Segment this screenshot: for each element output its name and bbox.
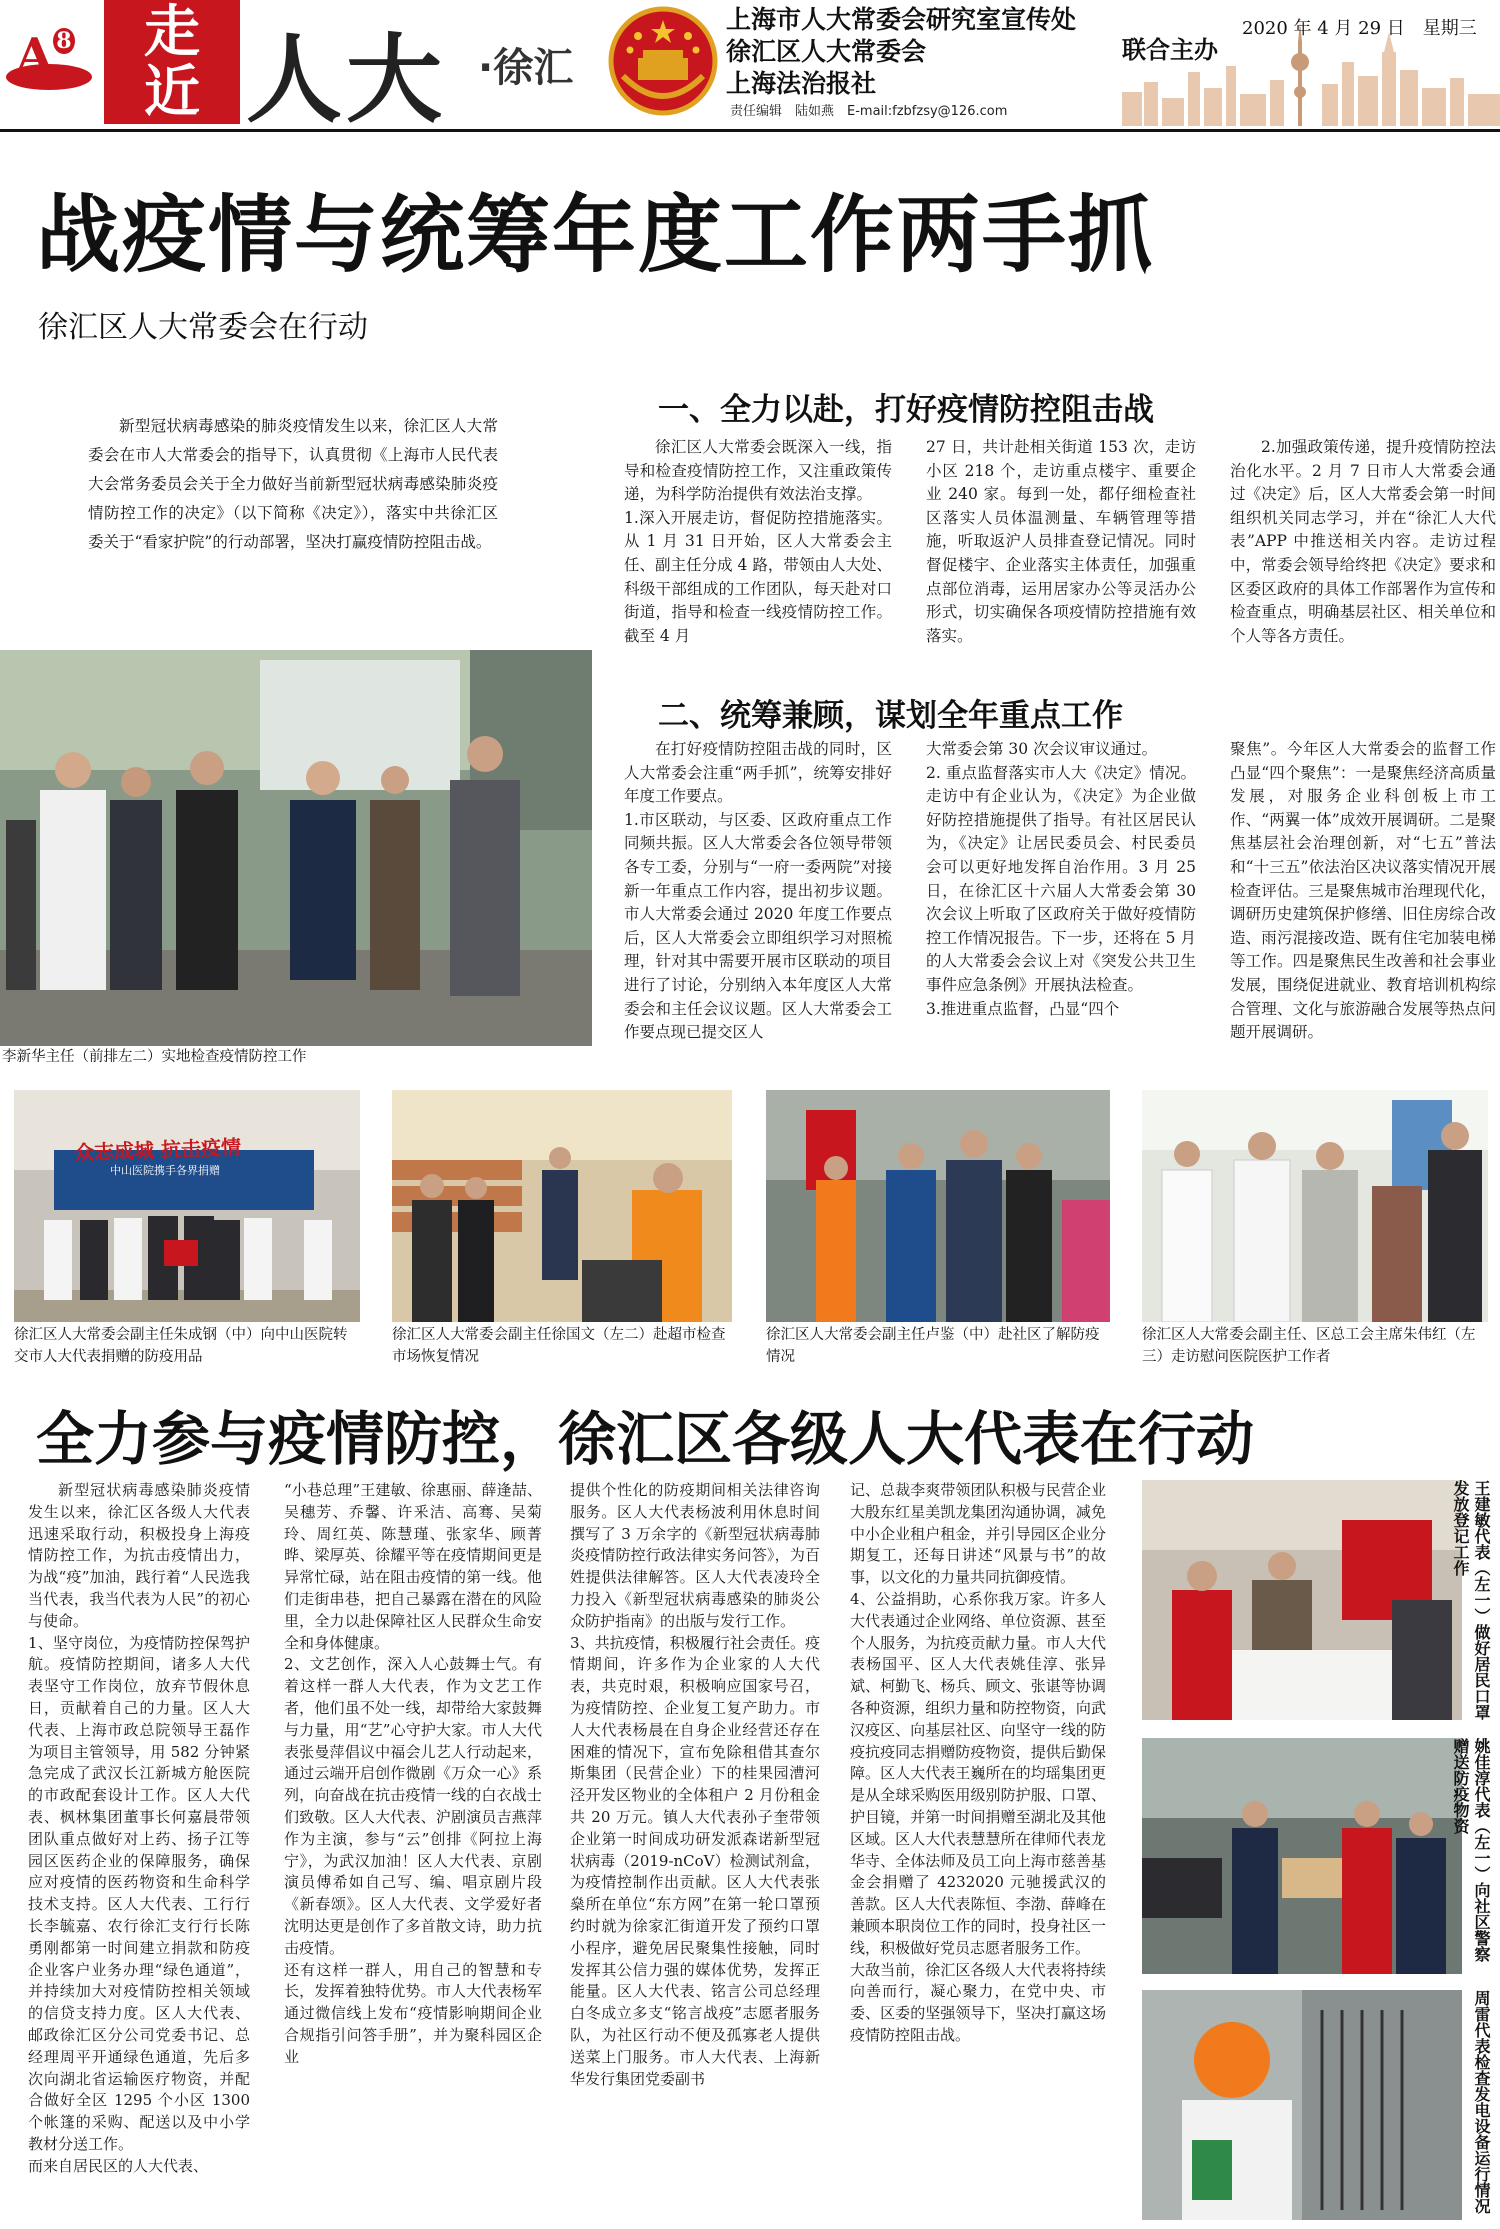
photo-police-donation — [1142, 1738, 1462, 1974]
photo-banner-subtext: 中山医院携手各界捐赠 — [110, 1164, 220, 1177]
section-1-col-1: 徐汇区人大常委会既深入一线，指导和检查疫情防控工作，又注重政策传递，为科学防治提供有效法治支撑。 1.深入开展走访，督促防控措施落实。从 1 月 31 日开始，区人大常委会主任、副主任分成 4 路，带领由人大处、科级干部组成的工作团队，每天赴对口街道，指导和检查一线疫情防控工作。截至 4 月 — [624, 438, 892, 645]
column-logo-char-2: 近 — [144, 59, 200, 125]
main-subheadline: 徐汇区人大常委会在行动 — [38, 310, 368, 345]
side-caption-2: 姚佳淳代表（左一）向社区警察赠送防疫物资 — [1451, 1738, 1491, 1962]
photo-hospital — [1142, 1090, 1488, 1322]
page-number-badge — [6, 28, 92, 96]
side-caption-3: 周雷代表检查发电设备运行情况 — [1472, 1990, 1491, 2214]
lead-paragraph: 新型冠状病毒感染的肺炎疫情发生以来，徐汇区人大常委会在市人大常委会的指导下，认真贯彻《上海市人民代表大会常务委员会关于全力做好当前新型冠状病毒感染肺炎疫情防控工作的决定》（以下简称《决定》），落实中共徐汇区委关于“看家护院”的行动部署，坚决打赢疫情防控阻击战。 — [88, 417, 498, 551]
organizer-2: 徐汇区人大常委会 — [726, 37, 927, 66]
photo-inspection — [0, 650, 592, 1046]
national-emblem-icon — [608, 6, 718, 116]
main-headline: 战疫情与统筹年度工作两手抓 — [36, 186, 1155, 284]
page-number: 8 — [53, 28, 74, 54]
masthead — [0, 0, 1500, 136]
district-label: ·徐汇 — [478, 45, 574, 91]
section-2-title: 二、统筹兼顾，谋划全年重点工作 — [658, 698, 1123, 734]
article-2-col-2: “小巷总理”王建敏、徐惠丽、薛逢喆、吴穗芳、乔馨、许釆洁、高骞、吴菊玲、周红英、陈慧瑾、张家华、顾菁晔、梁厚英、徐耀平等在疫情期间更是异常忙碌，站在阻击疫情的第一线。他们走街串巷，把自己暴露在潜在的风险里，全力以赴保障社区人民群众生命安全和身体健康。 2、文艺创作，深入人心鼓舞士气。有着这样一群人大代表，作为文艺工作者，他们虽不处一线，却带给大家鼓舞与力量，用“艺”心守护大家。市人大代表张曼萍倡议中福会儿艺人行动起来，通过云端开启创作微剧《万众一心》系列，向奋战在抗击疫情一线的白衣战士们致敬。区人大代表、沪剧演员吉燕萍作为主演，参与“云”创排《阿拉上海宁》，为武汉加油！区人大代表、京剧演员傅希如自己写、编、唱京剧片段《新春颂》。区人大代表、文学爱好者沈明达更是创作了多首散文诗，助力抗击疫情。 还有这样一群人，用自己的智慧和专长，发挥着独特优势。市人大代表杨军通过微信线上发布“疫情影响期间企业合规指引问答手册”，并为聚科园区企业 — [284, 1481, 542, 2066]
photo-4-caption: 徐汇区人大常委会副主任、区总工会主席朱伟红（左三）走访慰问医院医护工作者 — [1142, 1327, 1476, 1365]
column-logo-char-1: 走 — [144, 0, 200, 65]
section-2-col-3: 聚焦”。今年区人大常委会的监督工作凸显“四个聚焦”：一是聚焦经济高质量发展，对服务企业科创板上市工作、“两翼一体”成效开展调研。二是聚焦基层社会治理创新，对“七五”普法和“十三五”依法治区决议落实情况开展检查评估。三是聚焦城市治理现代化，调研历史建筑保护修缮、旧住房综合改造、雨污混接改造、既有住宅加装电梯等工作。四是聚焦民生改善和社会事业发展，围绕促进就业、教育培训机构综合管理、文化与旅游融合发展等热点问题开展调研。 — [1230, 740, 1496, 1042]
photo-3-caption: 徐汇区人大常委会副主任卢鉴（中）赴社区了解防疫情况 — [766, 1327, 1100, 1365]
second-headline: 全力参与疫情防控，徐汇区各级人大代表在行动 — [36, 1405, 1255, 1473]
photo-donation — [14, 1090, 360, 1322]
photo-2-caption: 徐汇区人大常委会副主任徐国文（左二）赴超市检查市场恢复情况 — [392, 1327, 726, 1365]
editor-credit: 责任编辑 陆如燕 E-mail:fzbfzsy@126.com — [730, 104, 1008, 119]
article-2-col-3: 提供个性化的防疫期间相关法律咨询服务。区人大代表杨波利用休息时间撰写了 3 万余字的《新型冠状病毒肺炎疫情防控行政法律实务问答》，为百姓提供法律解答。区人大代表凌玲全力投入《新型冠状病毒感染的肺炎公众防护指南》的出版与发行工作。 3、共抗疫情，积极履行社会责任。疫情期间，许多作为企业家的人大代表，共克时艰，积极响应国家号召，为疫情防控、企业复工复产助力。市人大代表杨晨在自身企业经营还存在困难的情况下，宣布免除租借其查尔斯集团（民营企业）下的桂果园漕河泾开发区物业的全体租户 2 月份租金共 20 万元。镇人大代表孙子奎带领企业第一时间成功研发派森诺新型冠状病毒（2019-nCoV）检测试剂盒，为疫情控制作出贡献。区人大代表张燊所在单位“东方网”在第一轮口罩预约时就为徐家汇街道开发了预约口罩小程序，避免居民聚集性接触，同时发挥其公信力强的媒体优势，发挥正能量。区人大代表、铭言公司总经理白冬成立多支“铭言战疫”志愿者服务队，为社区行动不便及孤寡老人提供送菜上门服务。市人大代表、上海新华发行集团党委副书 — [570, 1481, 820, 2088]
photo-1-caption: 徐汇区人大常委会副主任朱成钢（中）向中山医院转交市人大代表捐赠的防疫用品 — [14, 1327, 348, 1365]
photo-banner-text: 众志成城 抗击疫情 — [73, 1135, 242, 1165]
joint-host-label: 联合主办 — [1122, 36, 1218, 64]
organizer-3: 上海法治报社 — [726, 69, 877, 98]
section-1-title: 一、全力以赴，打好疫情防控阻击战 — [658, 392, 1154, 428]
section-1-col-3: 2.加强政策传递，提升疫情防控法治化水平。2 月 7 日市人大常委会通过《决定》后，区人大常委会第一时间组织机关同志学习，并在“徐汇人大代表”APP 中推送相关内容。走访过程中，常委会领导给终把《决定》要求和区委区政府的具体工作部署作为宣传和检查重点，明确基层社区、相关单位和个人等各方责任。 — [1230, 438, 1496, 645]
section-1-col-2: 27 日，共计赴相关街道 153 次，走访小区 218 个，走访重点楼宇、重要企业 240 家。每到一处，都仔细检查社区落实人员体温测量、车辆管理等措施，听取返沪人员排查登记情况。同时督促楼宇、企业落实主体责任，加强重点部位消毒，运用居家办公等灵活办公形式，切实确保各项疫情防控措施有效落实。 — [926, 438, 1196, 645]
column-logo-box — [104, 0, 240, 124]
photo-supermarket — [392, 1090, 732, 1322]
organizer-1: 上海市人大常委会研究室宣传处 — [726, 5, 1077, 34]
article-2-col-4: 记、总裁李爽带领团队积极与民营企业大殷东红星美凯龙集团沟通协调，减免中小企业租户租金，并引导园区企业分期复工，还每日讲述“风景与书”的故事，以文化的力量共同抗御疫情。 4、公益捐助，心系你我万家。许多人大代表通过企业网络、单位资源、甚至个人服务，为抗疫贡献力量。市人大代表杨国平、区人大代表姚佳淳、张异斌、柯勤飞、杨兵、顾文、张谌等协调各种资源，组织力量和防控物资，向武汉疫区、向基层社区、向坚守一线的防疫抗疫同志捐赠防疫物资，提供后勤保障。区人大代表王巍所在的均瑶集团更是从全球采购医用级别防护服、口罩、护目镜，并第一时间捐赠至湖北及其他区域。区人大代表慧慧所在律师代表龙华寺、全体法师及员工向上海市慈善基金会捐赠了 4232020 元驰援武汉的善款。区人大代表陈恒、李渤、薛峰在兼顾本职岗位工作的同时，投身社区一线，积极做好党员志愿者服务工作。 大敌当前，徐汇区各级人大代表将持续向善而行，凝心聚力，在党中央、市委、区委的坚强领导下，坚决打赢这场疫情防控阻击战。 — [850, 1481, 1106, 2044]
section-2-col-1: 在打好疫情防控阻击战的同时，区人大常委会注重“两手抓”，统筹安排好年度工作要点。 1.市区联动，与区委、区政府重点工作同频共振。区人大常委会各位领导带领各专工委，分别与“一府一委两院”对接新一年重点工作内容，提出初步议题。市人大常委会通过 2020 年度工作要点后，区人大常委会立即组织学习对照梳理，针对其中需要开展市区联动的项目进行了讨论，分别纳入本年度区人大常委会和主任会议议题。区人大常委会工作要点现已提交区人 — [624, 740, 892, 1042]
issue-date: 2020 年 4 月 29 日 星期三 — [1242, 18, 1477, 39]
organizer-list — [726, 4, 1076, 100]
photo-generator-check — [1142, 1990, 1462, 2220]
section-2-col-2: 大常委会第 30 次会议审议通过。 2. 重点监督落实市人大《决定》情况。走访中有企业认为，《决定》为企业做好防控措施提供了指导。有社区居民认为，《决定》让居民委员会、村民委员会可以更好地发挥自治作用。3 月 25 日，在徐汇区十六届人大常委会第 30 次会议上听取了区政府关于做好疫情防控工作情况报告。下一步，还将在 5 月的人大常委会会议上对《突发公共卫生事件应急条例》开展执法检查。 3.推进重点监督，凸显“四个 — [926, 740, 1196, 1018]
photo-mask-registration — [1142, 1480, 1462, 1720]
column-title: 人大 — [246, 23, 446, 136]
main-photo-caption: 李新华主任（前排左二）实地检查疫情防控工作 — [2, 1049, 307, 1065]
side-caption-1: 王建敏代表（左一）做好居民口罩发放登记工作 — [1451, 1480, 1491, 1720]
article-2-col-1: 新型冠状病毒感染肺炎疫情发生以来，徐汇区各级人大代表迅速采取行动，积极投身上海疫情防控工作，为抗击疫情出力，为战“疫”加油，践行着“人民选我当代表，我当代表为人民”的初心与使命。 1、坚守岗位，为疫情防控保驾护航。疫情防控期间，诸多人大代表坚守工作岗位，放弃节假休息日，贡献着自己的力量。区人大代表、上海市政总院领导王磊作为项目主管领导，用 582 分钟紧急完成了武汉长江新城方舱医院的市政配套设计工作。区人大代表、枫林集团董事长何嘉晨带领团队重点做好对上药、扬子江等园区医药企业的保障服务，确保应对疫情的医药物资和生命科学技术支持。区人大代表、工行行长李毓嘉、农行徐汇支行行长陈勇刚都第一时间建立捐款和防疫企业客户业务办理“绿色通道”，并持续加大对疫情防控相关领域的信贷支持力度。区人大代表、邮政徐汇区分公司党委书记、总经理周平开通绿色通道，先后多次向湖北省运输医疗物资，并配合做好全区 1295 个小区 1300 个帐篷的采购、配送以及中小学教材分送工作。 而来自居民区的人大代表、 — [28, 1481, 250, 2175]
photo-community — [766, 1090, 1110, 1322]
page-letter: A — [16, 28, 54, 84]
